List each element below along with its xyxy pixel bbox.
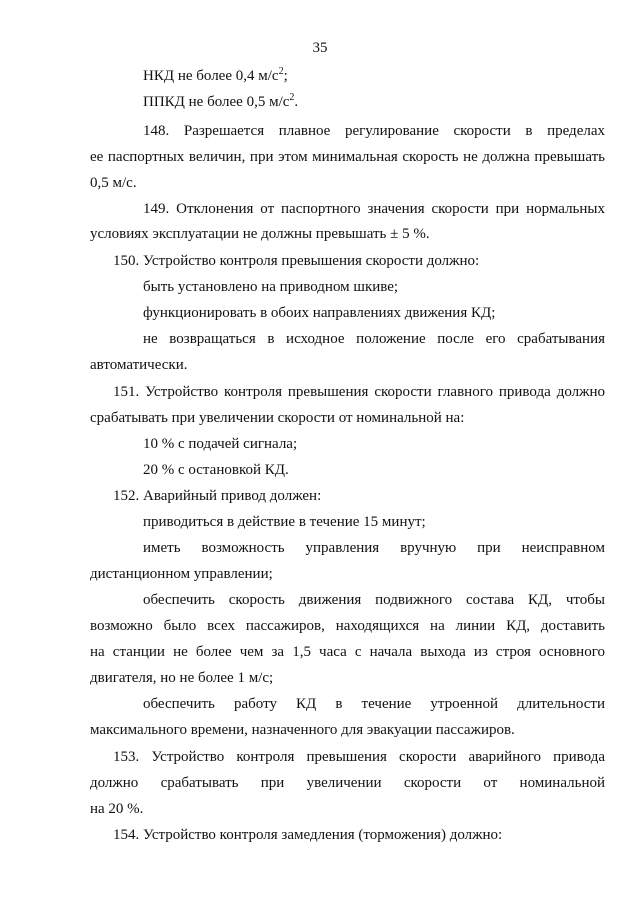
paragraph-153-line-2: должно срабатывать при увеличении скорости от номинальной	[90, 775, 605, 791]
list-item: иметь возможность управления вручную при неисправном	[143, 540, 605, 556]
paragraph-148-line-3: 0,5 м/с.	[90, 175, 137, 191]
list-item: 10 % с подачей сигнала;	[143, 436, 298, 452]
list-item: быть установлено на приводном шкиве;	[143, 279, 399, 295]
paragraph-154-heading: 154. Устройство контроля замедления (торможения) должно:	[113, 827, 503, 843]
paragraph-149-line-2: условиях эксплуатации не должны превышать ± 5 %.	[90, 226, 430, 242]
list-item: дистанционном управлении;	[90, 566, 273, 582]
paragraph-149-line-1: 149. Отклонения от паспортного значения скорости при нормальных	[143, 201, 605, 217]
paragraph-148-line-1: 148. Разрешается плавное регулирование скорости в пределах	[143, 123, 605, 139]
list-item: на станции не более чем за 1,5 часа с начала выхода из строя основного	[90, 644, 605, 660]
page-number: 35	[312, 40, 328, 56]
list-item: обеспечить работу КД в течение утроенной длительности	[143, 696, 605, 712]
paragraph-153-line-3: на 20 %.	[90, 801, 144, 817]
paragraph-151-line-1: 151. Устройство контроля превышения скорости главного привода должно	[113, 384, 605, 400]
list-item: возможно было всех пассажиров, находящихся на линии КД, доставить	[90, 618, 605, 634]
text-line: НКД не более 0,4 $м/с^2$;	[143, 66, 288, 84]
list-item: приводиться в действие в течение 15 минут;	[143, 514, 426, 530]
list-item: двигателя, но не более 1 м/с;	[90, 670, 274, 686]
paragraph-151-line-2: срабатывать при увеличении скорости от номинальной на:	[90, 410, 465, 426]
list-item: 20 % с остановкой КД.	[143, 462, 289, 478]
list-item: не возвращаться в исходное положение после его срабатывания	[143, 331, 605, 347]
list-item: максимального времени, назначенного для эвакуации пассажиров.	[90, 722, 515, 738]
text-line: ППКД не более 0,5 $м/с^2$.	[143, 92, 299, 110]
list-item: автоматически.	[90, 357, 188, 373]
paragraph-152-heading: 152. Аварийный привод должен:	[113, 488, 322, 504]
paragraph-153-line-1: 153. Устройство контроля превышения скорости аварийного привода	[113, 749, 605, 765]
list-item: обеспечить скорость движения подвижного состава КД, чтобы	[143, 592, 605, 608]
paragraph-150-heading: 150. Устройство контроля превышения скорости должно:	[113, 253, 480, 269]
list-item: функционировать в обоих направлениях движения КД;	[143, 305, 496, 321]
paragraph-148-line-2: ее паспортных величин, при этом минимальная скорость не должна превышать	[90, 149, 605, 165]
